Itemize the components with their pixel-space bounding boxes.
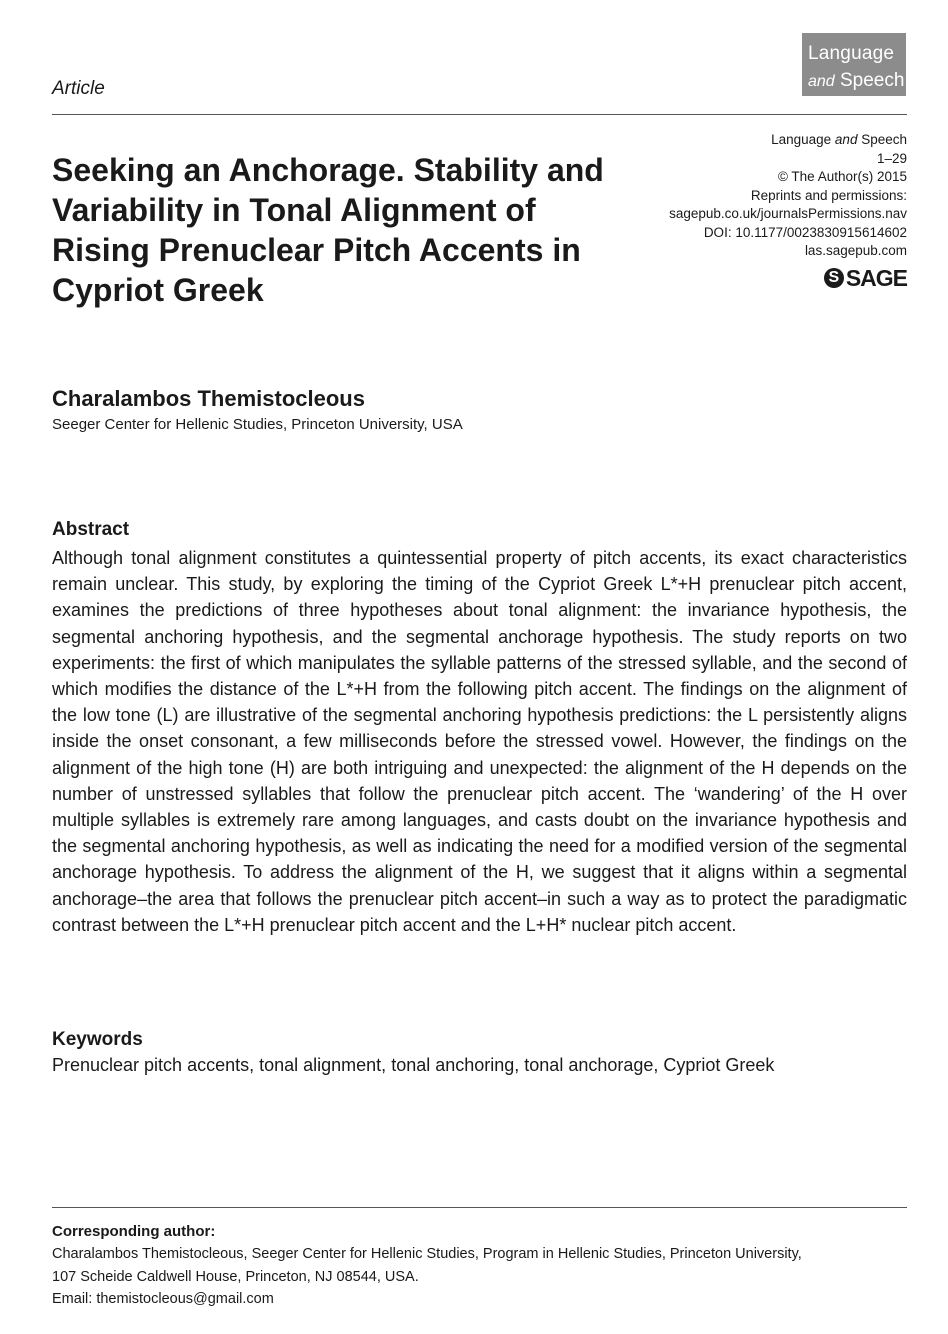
journal-site-link[interactable]: las.sagepub.com [804, 243, 907, 258]
publisher-logo [824, 266, 907, 290]
logo-line-language: Language [808, 43, 895, 64]
keywords-list: Prenuclear pitch accents, tonal alignment, tonal anchoring, tonal anchorage, Cypriot Greek [52, 1055, 775, 1075]
header-divider [52, 114, 907, 115]
corr-email[interactable]: Email: themistocleous@gmail.com [52, 1291, 274, 1307]
publisher-name: SAGE [845, 264, 907, 291]
author-affiliation: Seeger Center for Hellenic Studies, Princeton University, USA [52, 416, 463, 433]
sage-mark-icon: S [824, 268, 844, 288]
journal-logo [802, 33, 906, 96]
doi[interactable]: DOI: 10.1177/0023830915614602 [703, 224, 907, 240]
journal-metadata [607, 131, 907, 261]
author-name: Charalambos Themistocleous [52, 386, 365, 411]
logo-and: and [808, 73, 835, 90]
logo-line-and-speech [808, 70, 904, 92]
logo-speech: Speech [839, 70, 905, 91]
corresponding-author-heading: Corresponding author: [52, 1223, 216, 1240]
abstract-heading: Abstract [52, 519, 130, 540]
page-range: 1–29 [876, 150, 907, 166]
paper-title: Seeking an Anchorage. Stability and Variability in Tonal Alignment of Rising Prenuclear Pitch Accents in Cypriot Greek [52, 152, 604, 308]
article-type-label: Article [52, 78, 105, 99]
corresponding-author-details [52, 1243, 912, 1311]
copyright-notice: © The Author(s) 2015 [777, 169, 907, 184]
corr-address-line-1: Charalambos Themistocleous, Seeger Center for Hellenic Studies, Program in Hellenic Studies, Princeton University, [52, 1246, 802, 1262]
keywords-heading: Keywords [52, 1029, 143, 1050]
permissions-link[interactable]: sagepub.co.uk/journalsPermissions.nav [669, 206, 907, 221]
corr-address-line-2: 107 Scheide Caldwell House, Princeton, NJ 08544, USA. [52, 1268, 419, 1285]
footnote-divider [52, 1207, 907, 1208]
abstract-body: Although tonal alignment constitutes a quintessential property of pitch accents, its exact characteristics remain unclear. This study, by exploring the timing of the Cypriot Greek L*+H prenuclear pitch accent, examines the predictions of three hypotheses about tonal alignment: the invariance hypothesis, the segmental anchoring hypothesis, and the segmental anchorage hypothesis. The study reports on two experiments: the first of which manipulates the syllable patterns of the stressed syllable, and the second of which modifies the distance of the L*+H from the following pitch accent. The findings on the alignment of the low tone (L) are illustrative of the segmental anchoring hypothesis predictions: the L persistently aligns inside the onset consonant, a few milliseconds before the stressed vowel. However, the findings on the alignment of the high tone (H) are both intriguing and unexpected: the alignment of the H depends on the number of unstressed syllables that follow the prenuclear pitch accent. The ‘wandering’ of the H over multiple syllables is extremely rare among languages, and casts doubt on the invariance hypothesis and the segmental anchoring hypothesis, as well as indicating the need for a modified version of the segmental anchorage hypothesis. To address the alignment of the H, we suggest that it aligns within a segmental anchorage–the area that follows the prenuclear pitch accent–in such a way as to protect the paradigmatic contrast between the L*+H prenuclear pitch accent and the L+H* nuclear pitch accent. [52, 548, 907, 935]
reprints-label: Reprints and permissions: [750, 187, 907, 203]
journal-name: Language and Speech [771, 132, 907, 147]
